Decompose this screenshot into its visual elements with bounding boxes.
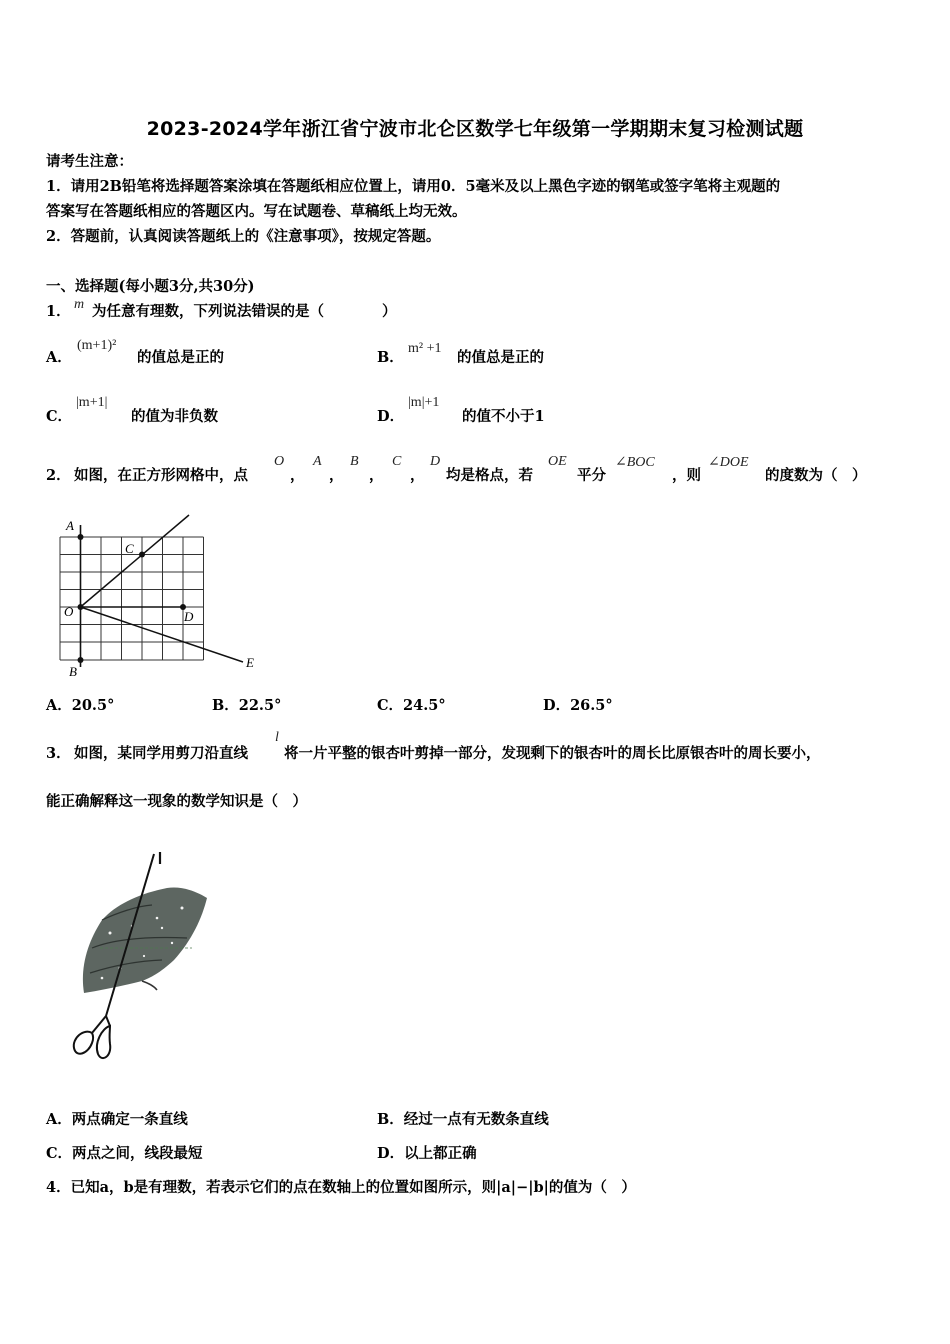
q2-option-a: A．20.5° — [46, 697, 115, 714]
label-b: B — [69, 664, 77, 679]
q2-sep-1: ， — [290, 467, 305, 484]
q2-sep-3: ， — [369, 467, 384, 484]
q2-stem-d: ，则 — [672, 467, 701, 484]
q3-option-b: B．经过一点有无数条直线 — [377, 1111, 549, 1128]
q1-number: 1． — [46, 303, 71, 320]
q1-stem: 为任意有理数，下列说法错误的是（ ） — [92, 303, 397, 320]
point-a-dot — [78, 534, 84, 540]
q2-number: 2． — [46, 467, 71, 484]
q3-stem-c: 能正确解释这一现象的数学知识是（ ） — [46, 793, 307, 810]
label-c: C — [125, 541, 134, 556]
label-e: E — [246, 655, 254, 670]
section-heading: 一、选择题(每小题3分,共30分) — [46, 278, 255, 295]
q2-stem-a: 如图，在正方形网格中，点 — [74, 467, 248, 484]
q3-line-l: l — [275, 730, 279, 745]
scissors-icon — [74, 1016, 110, 1058]
notice-line-1b: 答案写在答题纸相应的答题区内。写在试题卷、草稿纸上均无效。 — [46, 203, 467, 220]
q2-option-c: C．24.5° — [377, 697, 446, 714]
q1-option-d-text: 的值不小于1 — [462, 408, 545, 425]
label-a: A — [66, 518, 74, 533]
q1-option-c-text: 的值为非负数 — [131, 408, 218, 425]
notice-heading: 请考生注意： — [46, 153, 133, 170]
notice-line-1: 1．请用2B铅笔将选择题答案涂填在答题纸相应位置上，请用0．5毫米及以上黑色字迹的钢笔或签字笔将主观题的 — [46, 178, 781, 195]
q1-variable: m — [74, 297, 85, 312]
ray-oc — [81, 515, 190, 607]
q2-stem-c: 平分 — [577, 467, 606, 484]
label-o: O — [64, 604, 74, 619]
label-d: D — [184, 609, 194, 624]
q2-sep-4: ， — [410, 467, 425, 484]
q2-point-a: A — [313, 454, 322, 469]
q2-point-o: O — [274, 454, 285, 469]
q2-point-b: B — [350, 454, 359, 469]
q1-option-a-text: 的值总是正的 — [137, 349, 224, 366]
q2-stem-b: 均是格点，若 — [446, 467, 533, 484]
q1-option-b-math: m² +1 — [408, 341, 442, 356]
q3-option-c: C．两点之间，线段最短 — [46, 1145, 203, 1162]
q3-stem-b: 将一片平整的银杏叶剪掉一部分，发现剩下的银杏叶的周长比原银杏叶的周长要小， — [284, 745, 821, 762]
q1-option-b-label: B． — [377, 349, 404, 366]
q1-option-c-math: |m+1| — [76, 395, 108, 410]
q2-point-d: D — [430, 454, 441, 469]
q2-grid-figure — [58, 512, 270, 682]
q2-stem-e: 的度数为（ ） — [765, 467, 867, 484]
q3-stem-a: 如图，某同学用剪刀沿直线 — [74, 745, 248, 762]
q2-sep-2: ， — [329, 467, 344, 484]
q2-option-b: B．22.5° — [212, 697, 282, 714]
q2-angle-doe: ∠DOE — [708, 455, 749, 470]
q1-option-d-math: |m|+1 — [408, 395, 440, 410]
q2-oe: OE — [548, 454, 567, 469]
q3-number: 3． — [46, 745, 71, 762]
q2-option-d: D．26.5° — [543, 697, 613, 714]
ray-oe — [81, 607, 244, 662]
q1-option-a-math: (m+1)² — [77, 338, 117, 353]
point-c-dot — [139, 552, 145, 558]
q4-stem: 4．已知a，b是有理数，若表示它们的点在数轴上的位置如图所示，则|a|−|b|的值为（ ） — [46, 1179, 636, 1196]
q3-option-d: D．以上都正确 — [377, 1145, 477, 1162]
q2-point-c: C — [392, 454, 402, 469]
page-title: 2023-2024学年浙江省宁波市北仑区数学七年级第一学期期末复习检测试题 — [146, 118, 804, 140]
point-b-dot — [78, 657, 84, 663]
ginkgo-leaf — [83, 887, 207, 993]
q1-option-c-label: C． — [46, 408, 73, 425]
q3-leaf-figure — [62, 848, 222, 1070]
q2-angle-boc: ∠BOC — [615, 455, 655, 470]
q1-option-b-text: 的值总是正的 — [457, 349, 544, 366]
q1-option-d-label: D． — [377, 408, 405, 425]
point-o-dot — [78, 604, 84, 610]
notice-line-2: 2．答题前，认真阅读答题纸上的《注意事项》，按规定答题。 — [46, 228, 441, 245]
q3-option-a: A．两点确定一条直线 — [46, 1111, 188, 1128]
q1-option-a-label: A． — [46, 349, 72, 366]
